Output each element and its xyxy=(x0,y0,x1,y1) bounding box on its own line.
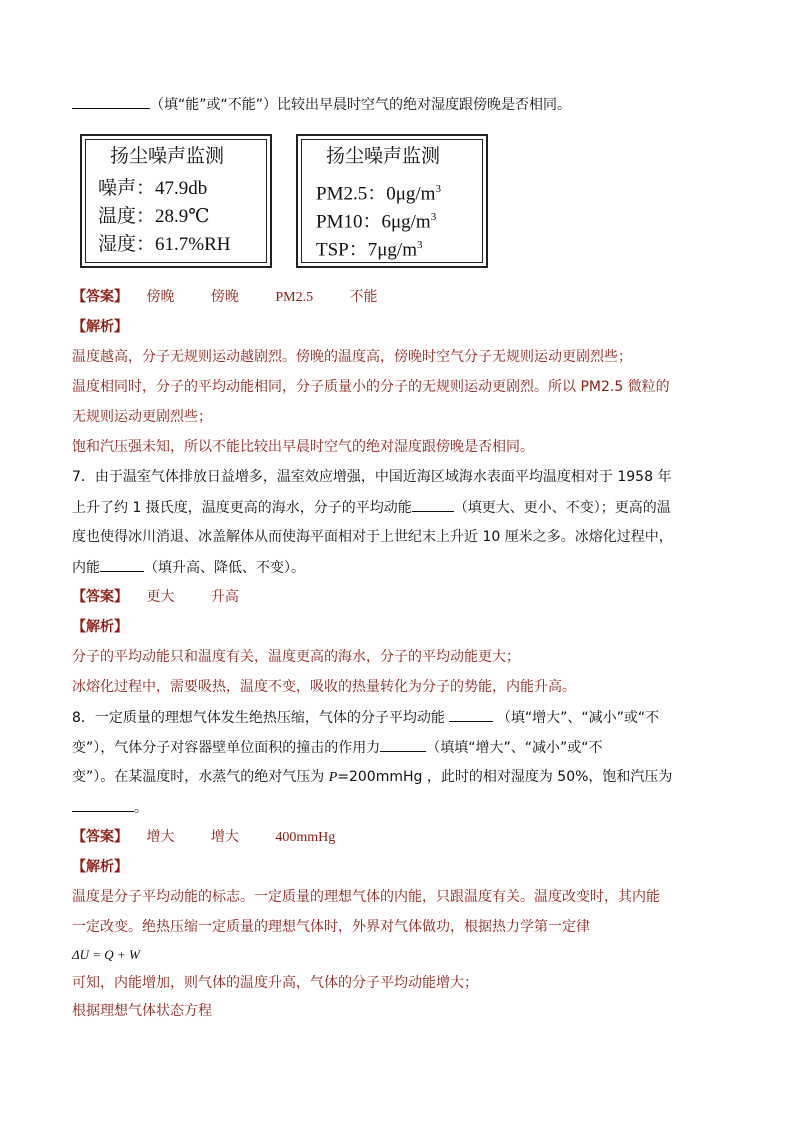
q8-text-line: 。 xyxy=(72,797,148,818)
question-number: 8． xyxy=(72,710,95,726)
answer-blank xyxy=(449,707,493,722)
q8-analysis-line: 可知，内能增加，则气体的温度升高，气体的分子平均动能增大； xyxy=(72,975,478,991)
humidity-reading: 湿度：61.7%RH xyxy=(98,234,231,255)
q6-analysis-line: 饱和汽压强未知，所以不能比较出早晨时空气的绝对湿度跟傍晚是否相同。 xyxy=(72,439,534,455)
answer-blank xyxy=(412,497,454,512)
q8-analysis-label: 【解析】 xyxy=(72,859,128,875)
monitor-title: 扬尘噪声监测 xyxy=(326,146,441,167)
answer-blank xyxy=(100,557,144,572)
q6-analysis-line: 温度越高，分子无规则运动越剧烈。傍晚的温度高，傍晚时空气分子无规则运动更剧烈些； xyxy=(72,349,632,365)
answer-blank xyxy=(72,797,134,812)
monitor-box-noise xyxy=(80,134,272,268)
q8-analysis-line: 根据理想气体状态方程 xyxy=(72,1003,212,1019)
q6-analysis-label: 【解析】 xyxy=(72,319,128,335)
q6-analysis-line: 温度相同时，分子的平均动能相同，分子质量小的分子的无规则运动更剧烈。所以 PM2.5 微粒的 xyxy=(72,379,670,395)
q8-text-line: 变”）。在某温度时，水蒸气的绝对气压为 P=200mmHg ，此时的相对湿度为 50%，饱和汽压为 xyxy=(72,769,673,785)
q8-answer: 【答案】 增大 增大 400mmHg xyxy=(72,829,336,845)
monitor-box-dust xyxy=(296,134,488,268)
q7-analysis-label: 【解析】 xyxy=(72,619,128,635)
question-number: 7． xyxy=(72,469,95,485)
intro-line: （填“能”或“不能”）比较出早晨时空气的绝对湿度跟傍晚是否相同。 xyxy=(72,94,571,115)
q6-analysis-line: 无规则运动更剧烈些； xyxy=(72,409,212,425)
monitor-title: 扬尘噪声监测 xyxy=(110,146,225,167)
q7-analysis-line: 分子的平均动能只和温度有关，温度更高的海水，分子的平均动能更大； xyxy=(72,649,520,665)
first-law-equation: ΔU = Q + W xyxy=(72,947,140,962)
q7-answer: 【答案】 更大 升高 xyxy=(72,589,239,605)
q8-text-line: 8．一定质量的理想气体发生绝热压缩，气体的分子平均动能 （填“增大”、“减小”或“不 xyxy=(72,707,659,728)
q7-text-line: 7．由于温室气体排放日益增多，温室效应增强，中国近海区域海水表面平均温度相对于 1958 年 xyxy=(72,469,672,485)
q7-text-line: 度也使得冰川消退、冰盖解体从而使海平面相对于上世纪末上升近 10 厘米之多。冰熔化过程中， xyxy=(72,529,673,545)
q7-text-line: 内能 （填升高、降低、不变）。 xyxy=(72,557,305,578)
q6-answer: 【答案】 傍晚 傍晚 PM2.5 不能 xyxy=(72,289,378,305)
q8-analysis-line: 温度是分子平均动能的标志。一定质量的理想气体的内能，只跟温度有关。温度改变时，其内能 xyxy=(72,889,660,905)
answer-blank xyxy=(380,737,426,752)
q7-analysis-line: 冰熔化过程中，需要吸热，温度不变，吸收的热量转化为分子的势能，内能升高。 xyxy=(72,679,576,695)
noise-reading: 噪声：47.9db xyxy=(98,178,208,199)
tsp-reading: TSP：$7\mu g/m^3$ xyxy=(316,239,423,261)
q7-text-line: 上升了约 1 摄氏度，温度更高的海水，分子的平均动能 （填更大、更小、不变）；更高的温 xyxy=(72,497,671,518)
pm25-reading: PM2.5：$0\mu g/m^3$ xyxy=(316,183,441,205)
pm10-reading: PM10：$6\mu g/m^3$ xyxy=(316,211,437,233)
q8-text-line: 变”），气体分子对容器壁单位面积的撞击的作用力 （填填“增大”、“减小”或“不 xyxy=(72,737,603,758)
q8-analysis-line: 一定改变。绝热压缩一定质量的理想气体时，外界对气体做功，根据热力学第一定律 xyxy=(72,919,590,935)
answer-blank xyxy=(72,94,150,109)
temperature-reading: 温度：28.9℃ xyxy=(98,206,210,227)
